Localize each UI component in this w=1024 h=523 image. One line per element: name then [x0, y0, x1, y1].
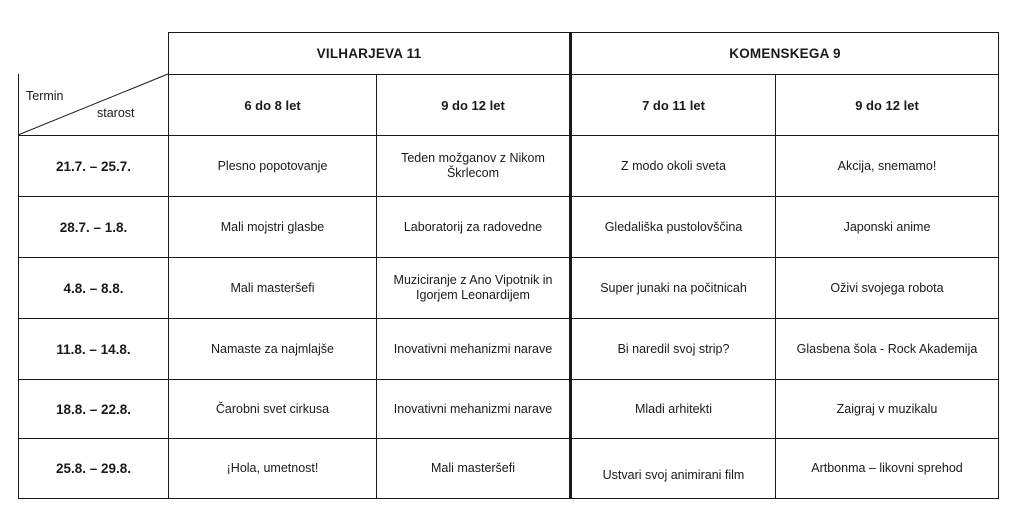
- row-date: 18.8. – 22.8.: [55, 401, 132, 417]
- program-cell: ¡Hola, umetnost!: [226, 461, 319, 475]
- program-cell: Inovativni mehanizmi narave: [393, 341, 553, 356]
- program-cell: Plesno popotovanje: [217, 158, 328, 173]
- row-date: 21.7. – 25.7.: [55, 158, 132, 174]
- age-header: 7 do 11 let: [642, 97, 705, 113]
- schedule-table: [18, 32, 999, 498]
- program-cell: Ustvari svoj animirani film: [602, 468, 745, 482]
- program-cell: Mali masteršefi: [430, 461, 516, 475]
- program-cell: Teden možganov z Nikom Škrlecom: [401, 151, 545, 180]
- grid-line: [18, 498, 999, 499]
- program-cell: Artbonma – likovni sprehod: [811, 461, 963, 475]
- corner-diagonal: [18, 32, 169, 136]
- program-cell: Inovativni mehanizmi narave: [393, 401, 553, 416]
- program-cell: Glasbena šola - Rock Akademija: [796, 341, 978, 356]
- program-cell: Japonski anime: [843, 219, 931, 234]
- program-cell: Gledališka pustolovščina: [604, 219, 743, 234]
- program-cell: Akcija, snemamo!: [837, 158, 937, 173]
- program-cell: Oživi svojega robota: [830, 280, 944, 295]
- program-cell: Z modo okoli sveta: [621, 158, 726, 173]
- corner-label-term: Termin: [26, 89, 64, 103]
- program-cell: Mali masteršefi: [230, 280, 315, 295]
- program-cell: Super junaki na počitnicah: [600, 280, 747, 295]
- age-header: 9 do 12 let: [441, 97, 505, 113]
- program-cell: Čarobni svet cirkusa: [215, 401, 330, 416]
- program-cell: Laboratorij za radovedne: [403, 219, 543, 234]
- age-header: 6 do 8 let: [244, 97, 301, 113]
- row-date: 4.8. – 8.8.: [63, 280, 124, 296]
- program-cell: Bi naredil svoj strip?: [617, 341, 730, 356]
- grid-line: [998, 32, 999, 498]
- row-date: 28.7. – 1.8.: [59, 219, 128, 235]
- program-cell: Mali mojstri glasbe: [220, 219, 325, 234]
- row-date: 11.8. – 14.8.: [56, 341, 131, 357]
- location-header-vilharjeva: VILHARJEVA 11: [316, 46, 422, 61]
- corner-label-age: starost: [97, 106, 135, 120]
- location-header-komenskega: KOMENSKEGA 9: [729, 46, 841, 61]
- row-date: 25.8. – 29.8.: [55, 461, 132, 476]
- program-cell: Mladi arhitekti: [634, 401, 713, 416]
- age-header: 9 do 12 let: [855, 97, 919, 113]
- program-cell: Muziciranje z Ano Vipotnik in Igorjem Leonardijem: [393, 273, 553, 302]
- program-cell: Namaste za najmlajše: [211, 341, 334, 356]
- program-cell: Zaigraj v muzikalu: [836, 401, 938, 416]
